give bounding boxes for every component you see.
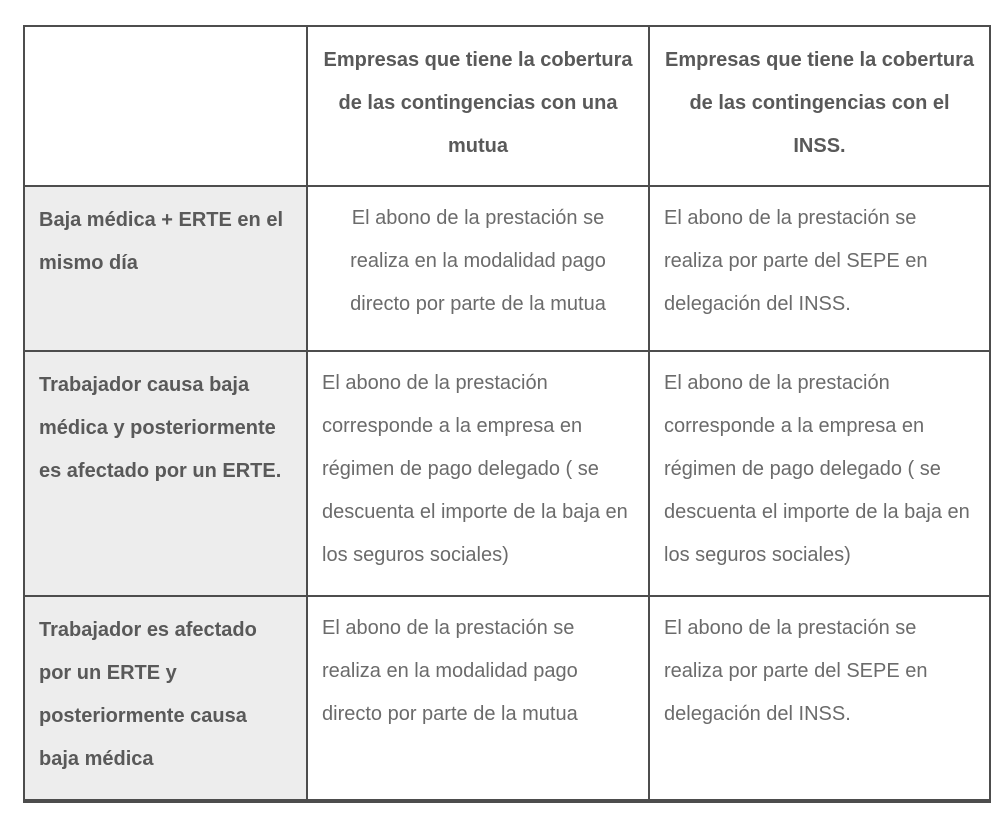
mutua-cell: El abono de la prestación se realiza en la modalidad pago directo por parte de la mutua xyxy=(307,596,649,801)
row-header-cell: Trabajador causa baja médica y posteriormente es afectado por un ERTE. xyxy=(24,351,307,596)
comparison-table xyxy=(23,25,991,803)
inss-cell: El abono de la prestación se realiza por parte del SEPE en delegación del INSS. xyxy=(649,186,990,351)
table-row xyxy=(24,186,990,351)
mutua-cell: El abono de la prestación corresponde a la empresa en régimen de pago delegado ( se descuenta el importe de la baja en los seguros sociales) xyxy=(307,351,649,596)
row-header-cell: Baja médica + ERTE en el mismo día xyxy=(24,186,307,351)
mutua-cell: El abono de la prestación se realiza en la modalidad pago directo por parte de la mutua xyxy=(307,186,649,351)
row-header-cell: Trabajador es afectado por un ERTE y posteriormente causa baja médica xyxy=(24,596,307,801)
inss-cell: El abono de la prestación corresponde a la empresa en régimen de pago delegado ( se descuenta el importe de la baja en los seguros sociales) xyxy=(649,351,990,596)
column-header-inss: Empresas que tiene la cobertura de las contingencias con el INSS. xyxy=(649,26,990,186)
table-row xyxy=(24,596,990,801)
inss-cell: El abono de la prestación se realiza por parte del SEPE en delegación del INSS. xyxy=(649,596,990,801)
table-header-row xyxy=(24,26,990,186)
column-header-mutua: Empresas que tiene la cobertura de las contingencias con una mutua xyxy=(307,26,649,186)
corner-cell xyxy=(24,26,307,186)
table-row xyxy=(24,351,990,596)
